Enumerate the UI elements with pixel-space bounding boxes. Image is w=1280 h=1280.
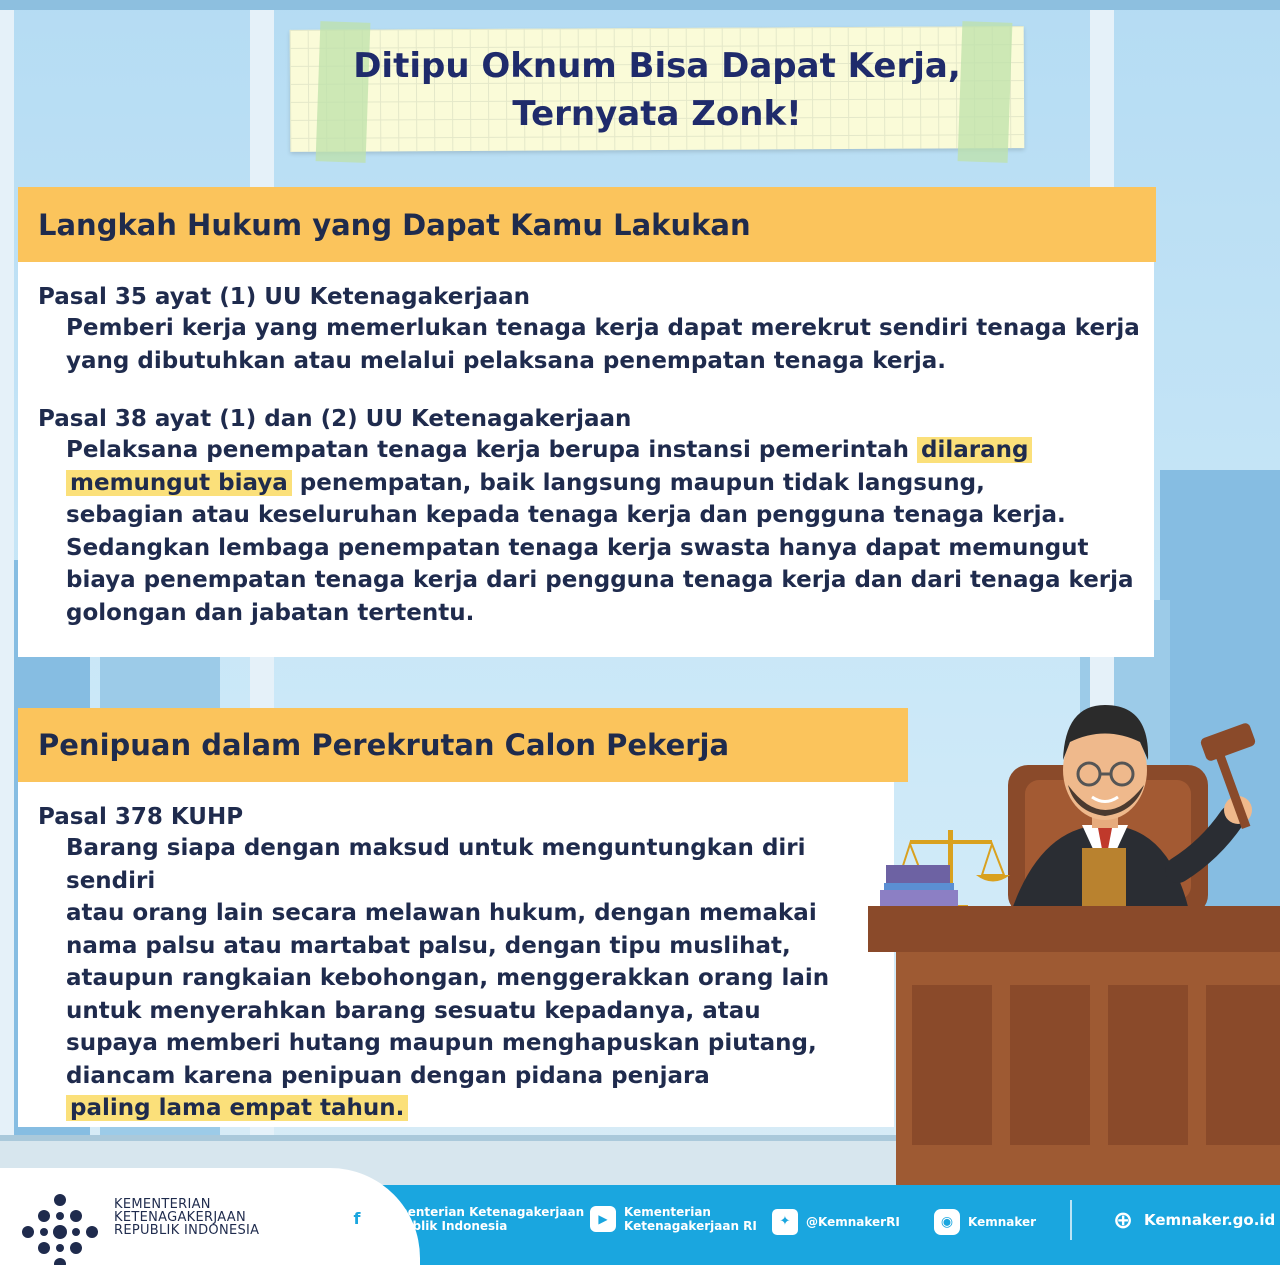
law-block-pasal-38 xyxy=(38,404,1134,629)
law-title: Pasal 35 ayat (1) UU Ketenagakerjaan xyxy=(38,284,531,310)
judge-illustration xyxy=(860,700,1280,1200)
law-text-line: untuk menyerahkan barang sesuatu kepadanya, atau xyxy=(66,997,761,1024)
youtube-link[interactable] xyxy=(590,1205,757,1233)
twitter-label: @KemnakerRI xyxy=(806,1215,900,1229)
section2-heading-text: Penipuan dalam Perekrutan Calon Pekerja xyxy=(38,728,730,762)
law-text-line: Sedangkan lembaga penempatan tenaga kerja swasta hanya dapat memungut xyxy=(66,534,1089,561)
twitter-link[interactable] xyxy=(772,1209,900,1235)
law-text-line xyxy=(66,467,1134,500)
law-text-line: golongan dan jabatan tertentu. xyxy=(66,599,475,626)
website-label: Kemnaker.go.id xyxy=(1144,1211,1276,1229)
kemnaker-logo xyxy=(20,1192,100,1272)
instagram-icon: ◉ xyxy=(934,1209,960,1235)
org-name xyxy=(114,1198,259,1237)
law-text-line: sebagian atau keseluruhan kepada tenaga kerja dan pengguna tenaga kerja. xyxy=(66,502,1066,528)
law-text-line: supaya memberi hutang maupun menghapuskan piutang, xyxy=(66,1030,817,1056)
highlight-dilarang: dilarang xyxy=(917,437,1032,463)
law-text xyxy=(38,312,1140,377)
youtube-label: Kementerian xyxy=(624,1205,711,1219)
law-text xyxy=(38,434,1134,629)
law-text-line: Barang siapa dengan maksud untuk menguntungkan diri sendiri xyxy=(66,835,806,894)
facebook-label: Kementerian Ketenagakerjaan xyxy=(378,1205,585,1219)
section1-panel xyxy=(18,262,1154,657)
section1-heading xyxy=(18,187,1156,262)
website-link[interactable] xyxy=(1110,1207,1275,1233)
twitter-icon: ✦ xyxy=(772,1209,798,1235)
org-line: REPUBLIK INDONESIA xyxy=(114,1223,260,1238)
law-text-line: Pemberi kerja yang memerlukan tenaga kerja dapat merekrut sendiri tenaga kerja xyxy=(66,315,1140,341)
law-text-line: biaya penempatan tenaga kerja dari pengguna tenaga kerja dan dari tenaga kerja xyxy=(66,567,1134,593)
law-text-line: diancam karena penipuan dengan pidana penjara xyxy=(66,1062,710,1089)
section2-heading xyxy=(18,708,908,782)
document xyxy=(1082,848,1126,910)
law-text-line: yang dibutuhkan atau melalui pelaksana penempatan tenaga kerja. xyxy=(66,347,947,374)
highlight-memungut-biaya: memungut biaya xyxy=(66,470,292,496)
law-text-line xyxy=(66,434,1134,467)
law-text-segment: penempatan, baik langsung maupun tidak langsung, xyxy=(291,469,985,496)
section1-heading-text: Langkah Hukum yang Dapat Kamu Lakukan xyxy=(38,207,751,242)
org-line: KEMENTERIAN xyxy=(114,1197,211,1212)
footer-divider xyxy=(1070,1200,1072,1240)
facebook-link[interactable] xyxy=(344,1205,584,1233)
youtube-icon: ▶ xyxy=(590,1206,616,1232)
law-text-segment: Pelaksana penempatan tenaga kerja berupa instansi pemerintah xyxy=(66,437,917,463)
highlight-paling-lama: paling lama empat tahun. xyxy=(66,1095,408,1121)
bottom-strip xyxy=(0,1265,1280,1280)
gavel-icon xyxy=(1199,722,1256,762)
books xyxy=(886,865,950,883)
judge-desk xyxy=(868,906,1280,952)
law-block-pasal-378 xyxy=(38,802,894,1125)
org-line: KETENAGAKERJAAN xyxy=(114,1210,246,1225)
law-text-line xyxy=(66,1092,894,1125)
title-line-2: Ternyata Zonk! xyxy=(512,94,802,134)
title-line-1: Ditipu Oknum Bisa Dapat Kerja, xyxy=(353,46,961,86)
law-text-line: nama palsu atau martabat palsu, dengan tipu muslihat, xyxy=(66,932,791,959)
law-title: Pasal 378 KUHP xyxy=(38,804,244,830)
instagram-link[interactable] xyxy=(934,1209,1036,1235)
globe-icon: ⊕ xyxy=(1112,1206,1134,1234)
law-block-pasal-35 xyxy=(38,282,1140,377)
page-title xyxy=(290,42,1024,138)
section2-panel xyxy=(18,782,894,1127)
law-text-line: atau orang lain secara melawan hukum, dengan memakai xyxy=(66,900,817,926)
facebook-label: Republik Indonesia xyxy=(378,1219,508,1233)
facebook-icon: f xyxy=(344,1206,370,1232)
youtube-label: Ketenagakerjaan RI xyxy=(624,1219,757,1233)
law-text xyxy=(38,832,894,1125)
law-title: Pasal 38 ayat (1) dan (2) UU Ketenagakerjaan xyxy=(38,406,632,432)
law-text-line: ataupun rangkaian kebohongan, menggerakkan orang lain xyxy=(66,965,830,991)
instagram-label: Kemnaker xyxy=(968,1215,1037,1229)
